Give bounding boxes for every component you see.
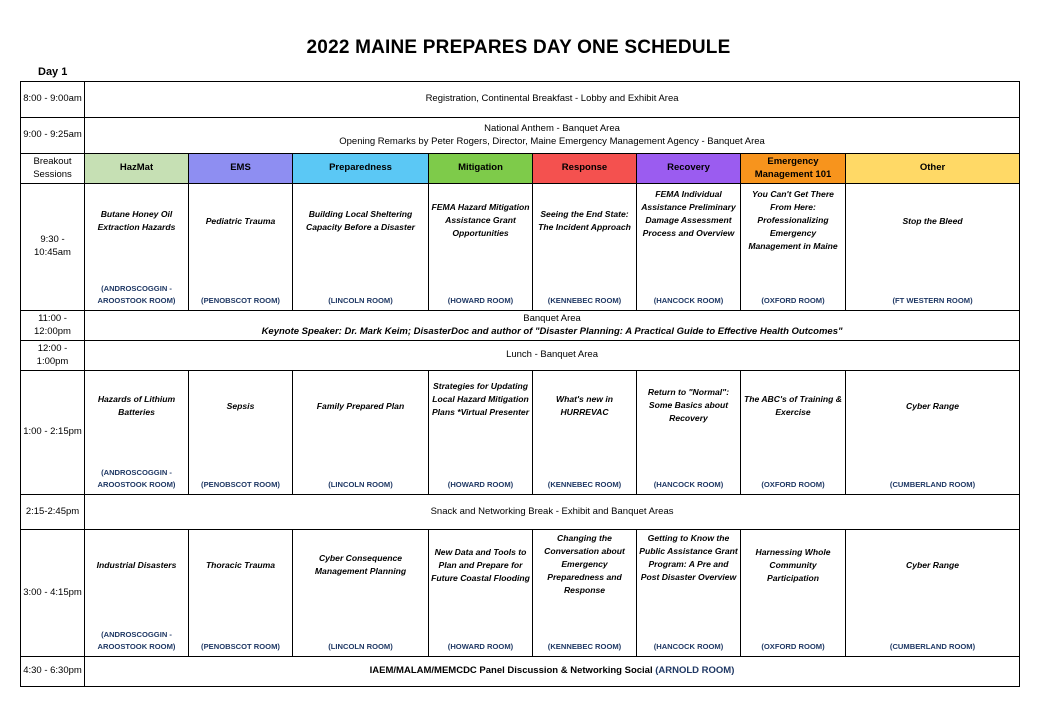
session-cell [533, 184, 637, 311]
session-cell [85, 184, 189, 311]
session-room: (HOWARD ROOM) [447, 295, 514, 305]
session-cell [741, 184, 846, 311]
track-header-preparedness: Preparedness [293, 154, 429, 184]
session-title: Hazards of Lithium Batteries [97, 394, 176, 417]
session-room: (KENNEBEC ROOM) [547, 295, 622, 305]
session-title: Pediatric Trauma [205, 216, 276, 226]
time-slot: 4:30 - 6:30pm [21, 657, 85, 687]
plenary-line: National Anthem - Banquet Area [484, 122, 620, 134]
session-title: Harnessing Whole Community Participation [755, 547, 831, 583]
session-room: (ANDROSCOGGIN - AROOSTOOK ROOM) [97, 284, 176, 305]
time-slot: 2:15-2:45pm [21, 495, 85, 530]
session-room: (OXFORD ROOM) [761, 479, 825, 489]
plenary-line: Banquet Area [523, 312, 581, 324]
session-title: Thoracic Trauma [205, 560, 276, 570]
plenary-cell [85, 311, 1020, 341]
keynote-line: Keynote Speaker: Dr. Mark Keim; DisasterDoc and author of "Disaster Planning: A Practical Guide to Effective Health Outcomes" [261, 325, 843, 337]
schedule-row-keynote [21, 311, 1020, 341]
session-cell [846, 530, 1020, 657]
session-room: (PENOBSCOT ROOM) [201, 295, 280, 305]
session-room: (ANDROSCOGGIN - AROOSTOOK ROOM) [97, 630, 176, 651]
time-slot: 11:00 - 12:00pm [21, 311, 85, 341]
session-cell [293, 371, 429, 495]
session-title: Building Local Sheltering Capacity Before a Disaster [306, 209, 415, 232]
session-title: FEMA Hazard Mitigation Assistance Grant Opportunities [431, 202, 530, 238]
session-room: (KENNEBEC ROOM) [547, 641, 622, 651]
plenary-text: Snack and Networking Break - Exhibit and Banquet Areas [85, 495, 1020, 530]
session-title: You Can't Get There From Here: Professionalizing Emergency Management in Maine [748, 189, 838, 251]
session-title: Industrial Disasters [96, 560, 177, 570]
schedule-row-opening [21, 118, 1020, 154]
session-cell [533, 530, 637, 657]
session-cell [189, 371, 293, 495]
session-cell [429, 371, 533, 495]
session-title: Sepsis [226, 401, 255, 411]
session-cell [741, 371, 846, 495]
plenary-cell [85, 657, 1020, 687]
session-title: Cyber Range [906, 401, 960, 411]
session-room: (KENNEBEC ROOM) [547, 479, 622, 489]
session-room: (HOWARD ROOM) [447, 641, 514, 651]
session-cell [189, 184, 293, 311]
session-room: (HOWARD ROOM) [447, 479, 514, 489]
session-room: (PENOBSCOT ROOM) [201, 641, 280, 651]
session-cell [85, 371, 189, 495]
session-room: (CUMBERLAND ROOM) [889, 641, 976, 651]
plenary-text: Registration, Continental Breakfast - Lobby and Exhibit Area [85, 82, 1020, 118]
session-row-2 [21, 371, 1020, 495]
plenary-text: Lunch - Banquet Area [85, 341, 1020, 371]
session-room: (HANCOCK ROOM) [653, 295, 724, 305]
session-title: The ABC's of Training & Exercise [743, 394, 842, 417]
track-header-row [21, 154, 1020, 184]
page-title: 2022 MAINE PREPARES DAY ONE SCHEDULE [306, 37, 731, 58]
track-header-em101: Emergency Management 101 [741, 154, 846, 184]
track-header-ems: EMS [189, 154, 293, 184]
session-title: New Data and Tools to Plan and Prepare for Future Coastal Flooding [431, 547, 530, 583]
session-cell [846, 184, 1020, 311]
session-room: (HANCOCK ROOM) [653, 641, 724, 651]
track-header-hazmat: HazMat [85, 154, 189, 184]
session-room: (LINCOLN ROOM) [328, 295, 393, 305]
session-title: Stop the Bleed [902, 216, 963, 226]
session-room: (OXFORD ROOM) [761, 295, 825, 305]
session-title: What's new in HURREVAC [556, 394, 613, 417]
session-cell [637, 371, 741, 495]
session-room: (OXFORD ROOM) [761, 641, 825, 651]
panel-text: IAEM/MALAM/MEMCDC Panel Discussion & Networking Social [369, 665, 656, 677]
session-title: Butane Honey Oil Extraction Hazards [97, 209, 176, 232]
session-row-3 [21, 530, 1020, 657]
session-room: (LINCOLN ROOM) [328, 479, 393, 489]
session-title: Strategies for Updating Local Hazard Mitigation Plans *Virtual Presenter [431, 381, 530, 417]
schedule-row-lunch [21, 341, 1020, 371]
session-cell [637, 184, 741, 311]
session-title: Return to "Normal": Some Basics about Recovery [647, 387, 730, 423]
session-row-1 [21, 184, 1020, 311]
day-label: Day 1 [38, 66, 68, 78]
session-cell [846, 371, 1020, 495]
time-slot: 8:00 - 9:00am [21, 82, 85, 118]
session-cell [293, 184, 429, 311]
time-slot: 9:00 - 9:25am [21, 118, 85, 154]
plenary-cell [85, 118, 1020, 154]
time-slot: 3:00 - 4:15pm [21, 530, 85, 657]
schedule-row-panel [21, 657, 1020, 687]
session-room: (PENOBSCOT ROOM) [201, 479, 280, 489]
plenary-line: Opening Remarks by Peter Rogers, Director, Maine Emergency Management Agency - Banquet Area [339, 135, 765, 147]
session-cell [293, 530, 429, 657]
panel-room: (ARNOLD ROOM) [655, 665, 735, 677]
session-title: FEMA Individual Assistance Preliminary Damage Assessment Process and Overview [641, 189, 736, 238]
track-header-recovery: Recovery [637, 154, 741, 184]
session-room: (FT WESTERN ROOM) [892, 295, 973, 305]
session-cell [85, 530, 189, 657]
time-slot: 12:00 - 1:00pm [21, 341, 85, 371]
breakout-label: Breakout Sessions [21, 154, 85, 184]
time-slot: 1:00 - 2:15pm [21, 371, 85, 495]
session-title: Seeing the End State: The Incident Approach [538, 209, 631, 232]
time-slot: 9:30 - 10:45am [21, 184, 85, 311]
session-room: (CUMBERLAND ROOM) [889, 479, 976, 489]
session-title: Cyber Consequence Management Planning [314, 553, 407, 576]
schedule-row-registration [21, 82, 1020, 118]
session-title: Changing the Conversation about Emergency Preparedness and Response [544, 533, 625, 595]
session-room: (HANCOCK ROOM) [653, 479, 724, 489]
session-title: Family Prepared Plan [316, 401, 405, 411]
schedule-table [20, 81, 1020, 687]
session-cell [533, 371, 637, 495]
session-cell [189, 530, 293, 657]
session-title: Cyber Range [906, 560, 960, 570]
schedule-row-break [21, 495, 1020, 530]
session-cell [741, 530, 846, 657]
session-cell [429, 184, 533, 311]
session-title: Getting to Know the Public Assistance Grant Program: A Pre and Post Disaster Overview [639, 533, 738, 582]
track-header-mitigation: Mitigation [429, 154, 533, 184]
track-header-response: Response [533, 154, 637, 184]
session-cell [637, 530, 741, 657]
session-room: (ANDROSCOGGIN - AROOSTOOK ROOM) [97, 468, 176, 489]
session-cell [429, 530, 533, 657]
track-header-other: Other [846, 154, 1020, 184]
session-room: (LINCOLN ROOM) [328, 641, 393, 651]
